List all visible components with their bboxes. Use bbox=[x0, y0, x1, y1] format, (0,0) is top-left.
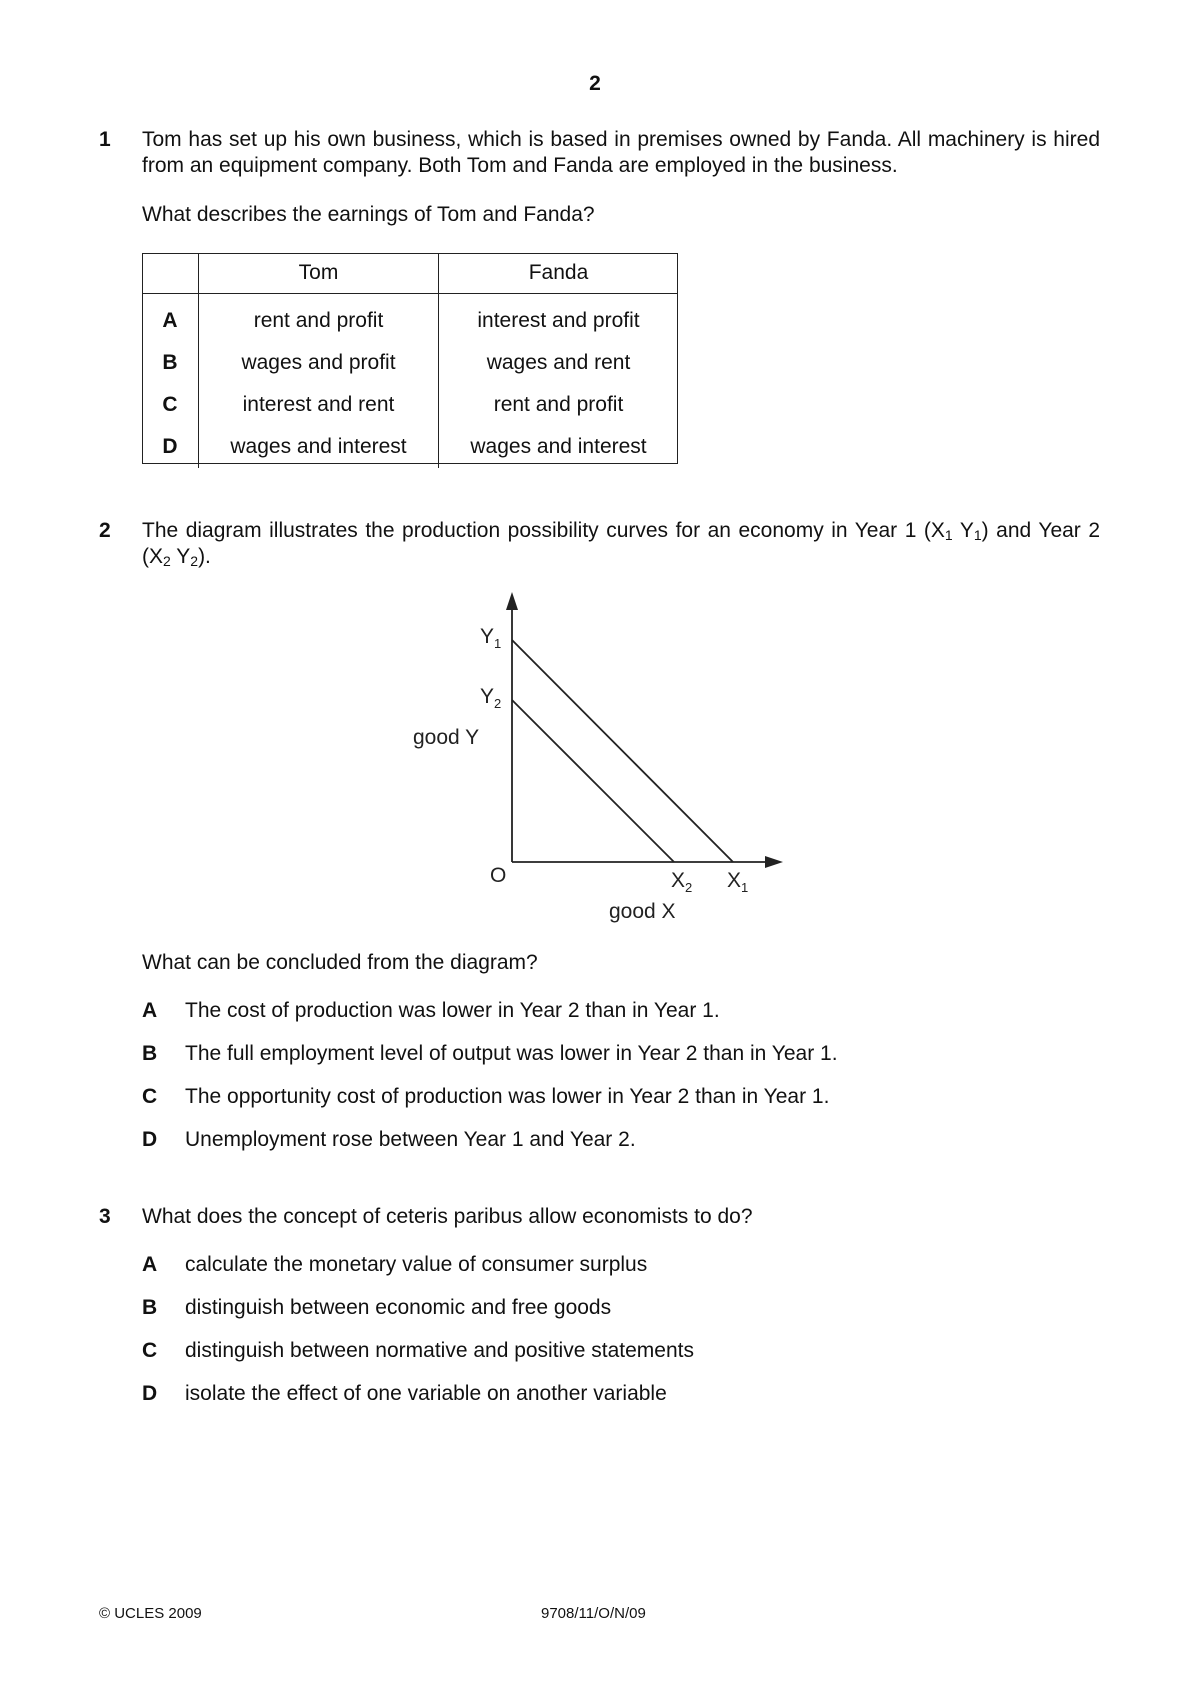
row-letter: A bbox=[142, 294, 199, 343]
y-axis-arrow bbox=[506, 592, 518, 610]
row-letter: B bbox=[142, 342, 199, 384]
ppc-year-2 bbox=[512, 700, 674, 862]
question-1-prompt: What describes the earnings of Tom and Fanda? bbox=[142, 203, 595, 226]
footer-code: 9708/11/O/N/09 bbox=[541, 1605, 646, 1622]
x1-label: $X_1$ bbox=[727, 869, 749, 895]
q2-option-letter: C bbox=[142, 1085, 158, 1108]
row-fanda: interest and profit bbox=[477, 309, 640, 332]
question-1-number: 1 bbox=[99, 128, 111, 151]
q2-option-letter: B bbox=[142, 1042, 158, 1065]
row-letter: C bbox=[142, 384, 199, 426]
q2-option-text: Unemployment rose between Year 1 and Year 2. bbox=[185, 1128, 636, 1151]
question-2-prompt: What can be concluded from the diagram? bbox=[142, 951, 538, 974]
question-3-prompt: What does the concept of ceteris paribus allow economists to do? bbox=[142, 1205, 753, 1228]
row-tom: interest and rent bbox=[199, 384, 439, 426]
row-tom: wages and interest bbox=[199, 426, 439, 468]
x-axis-label: good X bbox=[609, 900, 676, 923]
y-axis-label: good Y bbox=[413, 726, 480, 749]
q3-option-text: distinguish between normative and positive statements bbox=[185, 1339, 694, 1362]
row-fanda: wages and rent bbox=[486, 351, 631, 374]
y2-label: $Y_2$ bbox=[480, 685, 502, 711]
question-2-number: 2 bbox=[99, 519, 111, 542]
q2-option-text: The opportunity cost of production was lower in Year 2 than in Year 1. bbox=[185, 1085, 830, 1108]
question-2-text: The diagram illustrates the production possibility curves for an economy in Year 1 ($X_1$ $Y_1$) and Year 2 ($X_2$ $Y_2$). bbox=[142, 519, 1100, 569]
q3-option-text: calculate the monetary value of consumer surplus bbox=[185, 1253, 648, 1276]
q3-option-text: isolate the effect of one variable on another variable bbox=[185, 1382, 667, 1405]
question-3-number: 3 bbox=[99, 1205, 111, 1228]
q3-option-text: distinguish between economic and free goods bbox=[185, 1296, 612, 1319]
q3-option-letter: B bbox=[142, 1296, 158, 1319]
table-header-fanda: Fanda bbox=[439, 253, 679, 294]
question-1-text: Tom has set up his own business, which is based in premises owned by Fanda. All machinery is hired from an equipment company. Both Tom and Fanda are employed in the business. bbox=[142, 128, 1100, 177]
row-fanda: wages and interest bbox=[470, 435, 647, 458]
footer-copyright: © UCLES 2009 bbox=[99, 1605, 202, 1622]
x-axis-arrow bbox=[765, 856, 783, 868]
q3-option-letter: C bbox=[142, 1339, 158, 1362]
x2-label: $X_2$ bbox=[671, 869, 693, 895]
q2-option-letter: D bbox=[142, 1128, 158, 1151]
table-header-tom: Tom bbox=[199, 253, 439, 294]
row-fanda: rent and profit bbox=[493, 393, 624, 416]
q2-option-letter: A bbox=[142, 999, 158, 1022]
row-tom: rent and profit bbox=[199, 294, 439, 343]
page-number: 2 bbox=[589, 72, 601, 95]
y1-label: $Y_1$ bbox=[480, 625, 502, 651]
row-letter: D bbox=[142, 426, 199, 468]
row-tom: wages and profit bbox=[199, 342, 439, 384]
q3-option-letter: A bbox=[142, 1253, 158, 1276]
ppc-year-1 bbox=[512, 640, 733, 862]
origin-label: O bbox=[490, 864, 507, 887]
q3-option-letter: D bbox=[142, 1382, 158, 1405]
q2-option-text: The full employment level of output was lower in Year 2 than in Year 1. bbox=[185, 1042, 838, 1065]
q2-option-text: The cost of production was lower in Year 2 than in Year 1. bbox=[185, 999, 720, 1022]
